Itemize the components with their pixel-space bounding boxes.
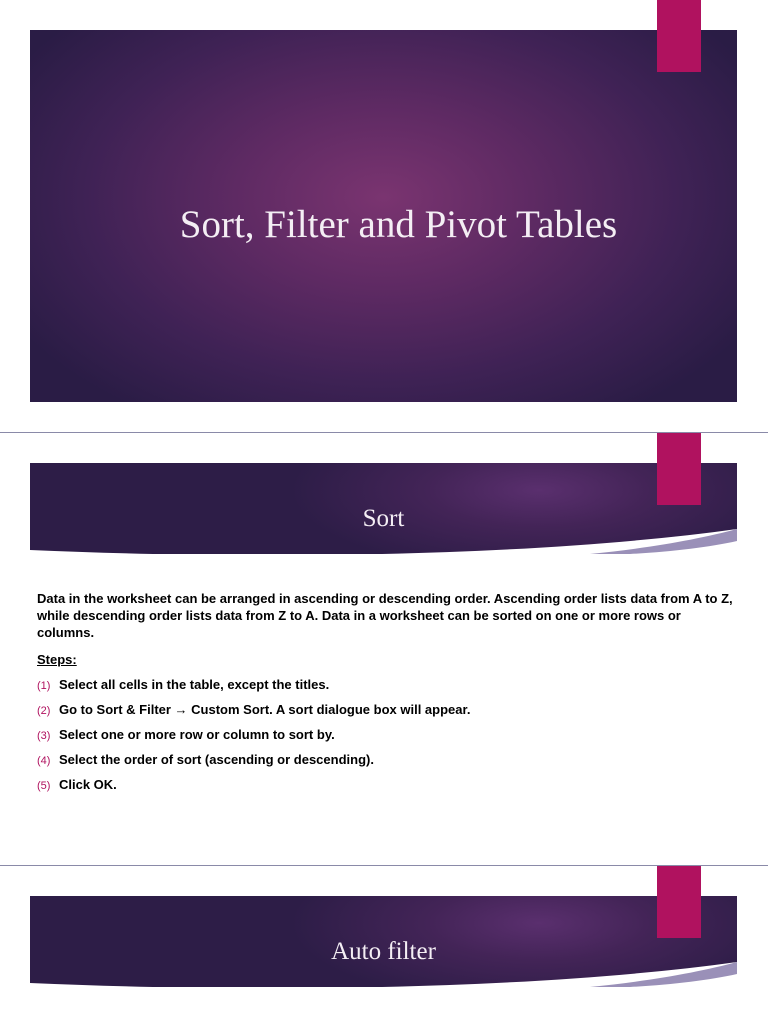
step-text: Go to Sort & Filter → Custom Sort. A sort dialogue box will appear. [59,702,471,717]
accent-tab [657,0,701,72]
slide-main-title: Sort, Filter and Pivot Tables [179,203,618,246]
step-item [37,777,117,792]
step-number: (3) [37,730,51,742]
slide-sort [0,433,768,865]
step-number: (4) [37,755,51,767]
step-item [37,702,470,717]
step-item [37,677,329,692]
header-banner [30,896,737,987]
step-item [37,727,335,742]
step-number: (2) [37,705,51,717]
slide-auto-filter [0,866,768,1024]
steps-label: Steps: [37,652,77,667]
step-number: (1) [37,680,51,692]
step-text: Select one or more row or column to sort by. [59,727,335,742]
step-number: (5) [37,780,51,792]
step-text: Click OK. [59,777,117,792]
slide-title-sort: Sort [362,505,405,532]
step-text: Select all cells in the table, except the titles. [59,677,330,692]
accent-tab [657,866,701,938]
step-item [37,752,374,767]
accent-tab [657,433,701,505]
step-text: Select the order of sort (ascending or descending). [59,752,374,767]
header-banner [30,463,737,554]
slide-title-auto-filter: Auto filter [331,938,436,965]
intro-paragraph: Data in the worksheet can be arranged in ascending or descending order. Ascending order lists data from A to Z, while descending order lists data from Z to A. Data in a worksheet can be sorted on one or more rows or columns. [37,591,733,640]
slide-title [0,0,768,432]
